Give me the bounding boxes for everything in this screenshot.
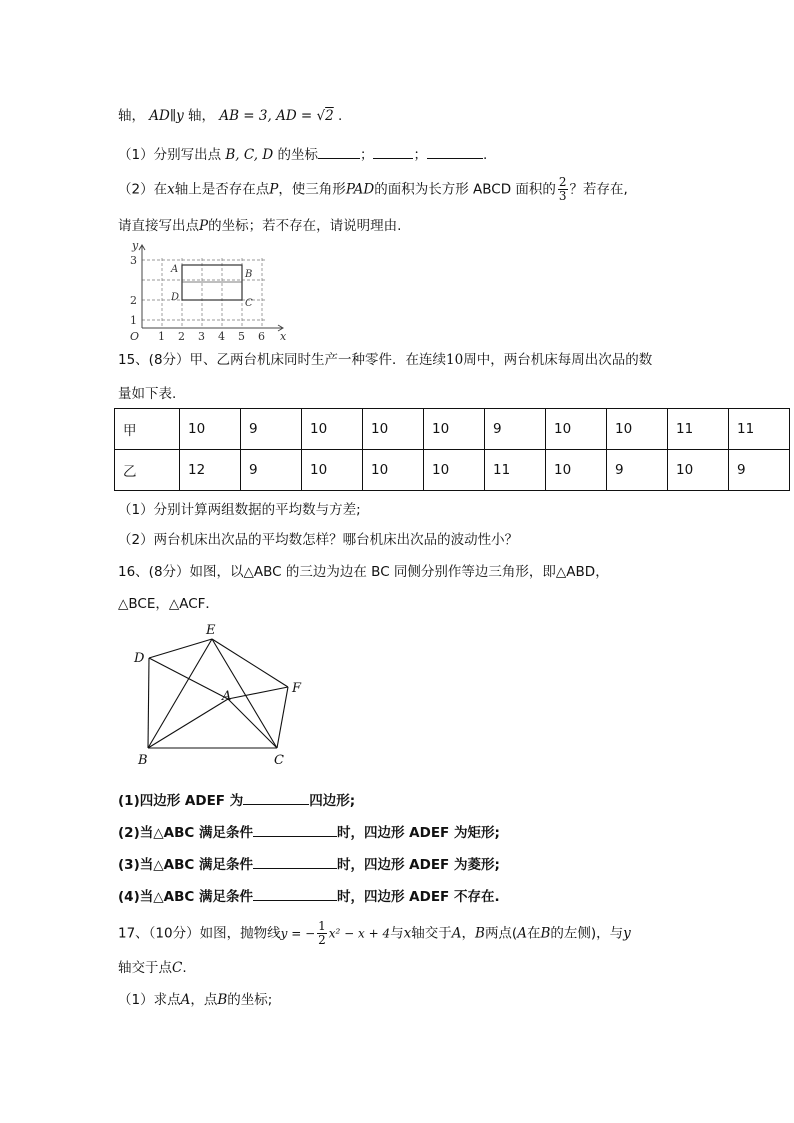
q16-p1-a: (1)四边形 ADEF 为 xyxy=(118,793,244,809)
table-cell: 10 xyxy=(607,409,668,450)
q17-l1-b: 与 xyxy=(390,925,404,942)
q17-a2: A xyxy=(517,925,527,942)
q14-end: . xyxy=(482,147,488,163)
grid-point-d: D xyxy=(171,292,180,303)
text-axis-2: 轴， xyxy=(188,108,216,124)
q15-weeks: 10 xyxy=(446,352,464,368)
table-cell: 12 xyxy=(180,450,241,491)
q16-p1-b: 四边形; xyxy=(309,793,356,809)
q16-p2-b: 时，四边形 ADEF 为矩形; xyxy=(336,825,500,841)
q17-l1-e: 在 xyxy=(526,925,541,942)
sep1: ； xyxy=(359,147,374,163)
q14-p1-label: （1）分别写出点 xyxy=(118,147,222,163)
table-cell: 甲 xyxy=(115,409,180,450)
answer-blank-q16-4[interactable] xyxy=(253,886,337,901)
table-cell: 9 xyxy=(729,450,790,491)
table-cell: 9 xyxy=(241,409,302,450)
sep2: ； xyxy=(413,147,427,163)
q14-p2-f-b: 的坐标；若不存在，请说明理由. xyxy=(208,218,402,234)
q17-fraction xyxy=(317,920,327,947)
q16-p3-a: (3)当△ABC 满足条件 xyxy=(118,857,253,873)
table-cell: 10 xyxy=(302,450,363,491)
answer-blank-c[interactable] xyxy=(373,144,413,159)
q14-part2-cont xyxy=(118,216,401,236)
defect-table xyxy=(114,408,790,491)
q14-p2-p: P xyxy=(269,181,279,198)
q17-b: B xyxy=(475,925,485,942)
frac-num: 2 xyxy=(558,175,567,189)
table-cell: 9 xyxy=(241,450,302,491)
table-cell: 11 xyxy=(485,450,546,491)
table-row xyxy=(115,409,790,450)
q17-eq-b: x² − x + 4 xyxy=(328,926,391,941)
table-cell: 10 xyxy=(424,409,485,450)
table-cell: 10 xyxy=(302,409,363,450)
answer-blank-q16-3[interactable] xyxy=(253,854,337,869)
q17-l1-f: 的左侧)，与 xyxy=(550,925,624,942)
q14-part2 xyxy=(118,176,628,203)
q17-line2-b: . xyxy=(182,960,187,976)
table-cell: 10 xyxy=(363,450,424,491)
grid-x-tick: 3 xyxy=(198,330,205,343)
answer-blank-d[interactable] xyxy=(427,144,483,159)
table-cell: 11 xyxy=(729,409,790,450)
grid-point-a: A xyxy=(171,264,179,275)
q15-line2: 量如下表. xyxy=(118,386,177,402)
rectangle-abcd xyxy=(182,265,242,300)
q17-l1-a: 17、（10分）如图，抛物线 xyxy=(118,925,281,942)
q17-line2-a: 轴交于点 xyxy=(118,960,172,976)
grid-x-tick: 2 xyxy=(178,330,185,343)
q14-part1 xyxy=(118,144,487,165)
grid-point-c: C xyxy=(245,298,253,309)
q17-frac-den: 2 xyxy=(318,933,326,947)
q16-p4-a: (4)当△ABC 满足条件 xyxy=(118,889,253,905)
q14-p2-f-a: 请直接写出点 xyxy=(118,218,199,234)
grid-y-tick: 1 xyxy=(130,314,137,327)
q16-p1 xyxy=(118,790,355,811)
answer-blank-b[interactable] xyxy=(318,144,360,159)
grid-x-tick: 5 xyxy=(238,330,245,343)
grid-x-label: x xyxy=(280,330,287,343)
q16-line2: △BCE，△ACF． xyxy=(118,596,219,612)
fig-point-c: C xyxy=(274,753,284,768)
q16-line1: 16、(8分）如图，以△ABC 的三边为边在 BC 同侧分别作等边三角形，即△ABD， xyxy=(118,564,609,580)
grid-origin-label: O xyxy=(130,330,140,343)
q17-p1 xyxy=(118,990,272,1010)
q17-l1-d: 两点( xyxy=(484,925,518,942)
top-line xyxy=(118,106,342,126)
q14-p2-e: ？若存在, xyxy=(569,181,628,198)
q14-p2-f-p: P xyxy=(199,218,209,234)
q17-p1-b: ，点 xyxy=(190,992,218,1008)
q17-b2: B xyxy=(540,925,551,942)
q14-p2-pad: PAD xyxy=(345,181,375,198)
table-cell: 9 xyxy=(607,450,668,491)
q17-eq-a: y = − xyxy=(280,926,316,941)
fraction-two-thirds xyxy=(558,176,568,203)
table-cell: 乙 xyxy=(115,450,180,491)
q14-p2-a: （2）在 xyxy=(118,181,168,198)
grid-point-b: B xyxy=(245,269,253,280)
text-axis: 轴， xyxy=(118,108,145,124)
q16-p3-b: 时，四边形 ADEF 为菱形; xyxy=(336,857,500,873)
fig-point-f: F xyxy=(292,681,302,696)
q17-line2 xyxy=(118,958,187,978)
answer-blank-q16-2[interactable] xyxy=(253,822,337,837)
q14-p1-points: B, C, D xyxy=(225,147,274,163)
q16-p2 xyxy=(118,822,500,843)
table-cell: 11 xyxy=(668,409,729,450)
grid-y-tick: 3 xyxy=(130,254,137,267)
q14-p2-d: 的面积为长方形 ABCD 面积的 xyxy=(374,181,556,198)
math-ad-parallel-y: AD∥y xyxy=(149,108,184,124)
fig-point-d: D xyxy=(134,651,145,666)
grid-x-tick: 4 xyxy=(218,330,225,343)
q17-p1-c: 的坐标; xyxy=(227,992,273,1008)
table-cell: 10 xyxy=(424,450,485,491)
q16-p2-a: (2)当△ABC 满足条件 xyxy=(118,825,253,841)
q17-comma: ， xyxy=(461,925,476,942)
q16-p4 xyxy=(118,886,500,907)
q16-p3 xyxy=(118,854,500,875)
q15-line1 xyxy=(118,350,652,370)
grid-x-tick: 1 xyxy=(158,330,165,343)
table-cell: 10 xyxy=(546,450,607,491)
q17-p1-a-pt: A xyxy=(180,992,191,1008)
sqrt-value: 2 xyxy=(325,108,334,124)
q17-p1-b-pt: B xyxy=(217,992,228,1008)
grid-y-tick: 2 xyxy=(130,294,137,307)
table-row xyxy=(115,450,790,491)
q15-p2: （2）两台机床出次品的平均数怎样？哪台机床出次品的波动性小？ xyxy=(118,532,519,548)
q17-y: y xyxy=(623,925,631,942)
table-cell: 10 xyxy=(180,409,241,450)
q14-p1-tail: 的坐标 xyxy=(277,147,318,163)
period: . xyxy=(338,108,343,124)
q17-p1-a: （1）求点 xyxy=(118,992,181,1008)
q16-geometry-figure xyxy=(128,618,318,772)
q17-a: A xyxy=(451,925,462,942)
q14-p2-b: 轴上是否存在点 xyxy=(174,181,270,198)
q14-p2-c: ，使三角形 xyxy=(278,181,346,198)
fig-point-e: E xyxy=(206,623,216,638)
coordinate-grid-figure xyxy=(120,240,305,344)
q15-line1-a: 15、(8分）甲、乙两台机床同时生产一种零件．在连续 xyxy=(118,352,447,368)
q14-p2-x: x xyxy=(167,181,175,198)
table-cell: 10 xyxy=(668,450,729,491)
q15-line1-b: 周中，两台机床每周出次品的数 xyxy=(463,352,653,368)
table-cell: 9 xyxy=(485,409,546,450)
q17-frac-num: 1 xyxy=(318,919,326,933)
q17-line1 xyxy=(118,920,631,947)
grid-y-label: y xyxy=(132,240,139,252)
q17-x: x xyxy=(403,925,412,942)
q16-p4-b: 时，四边形 ADEF 不存在. xyxy=(336,889,500,905)
q15-p1: （1）分别计算两组数据的平均数与方差; xyxy=(118,502,361,518)
frac-den: 3 xyxy=(558,189,567,203)
sqrt-symbol: √2 xyxy=(316,108,334,124)
fig-point-b: B xyxy=(138,753,148,768)
math-ab-ad: AB = 3, AD = xyxy=(219,108,317,124)
q17-l1-c: 轴交于 xyxy=(411,925,452,942)
grid-x-tick: 6 xyxy=(258,330,265,343)
table-cell: 10 xyxy=(546,409,607,450)
fig-point-a: A xyxy=(222,689,232,704)
answer-blank-q16-1[interactable] xyxy=(243,790,309,805)
q17-c: C xyxy=(172,960,183,976)
table-cell: 10 xyxy=(363,409,424,450)
